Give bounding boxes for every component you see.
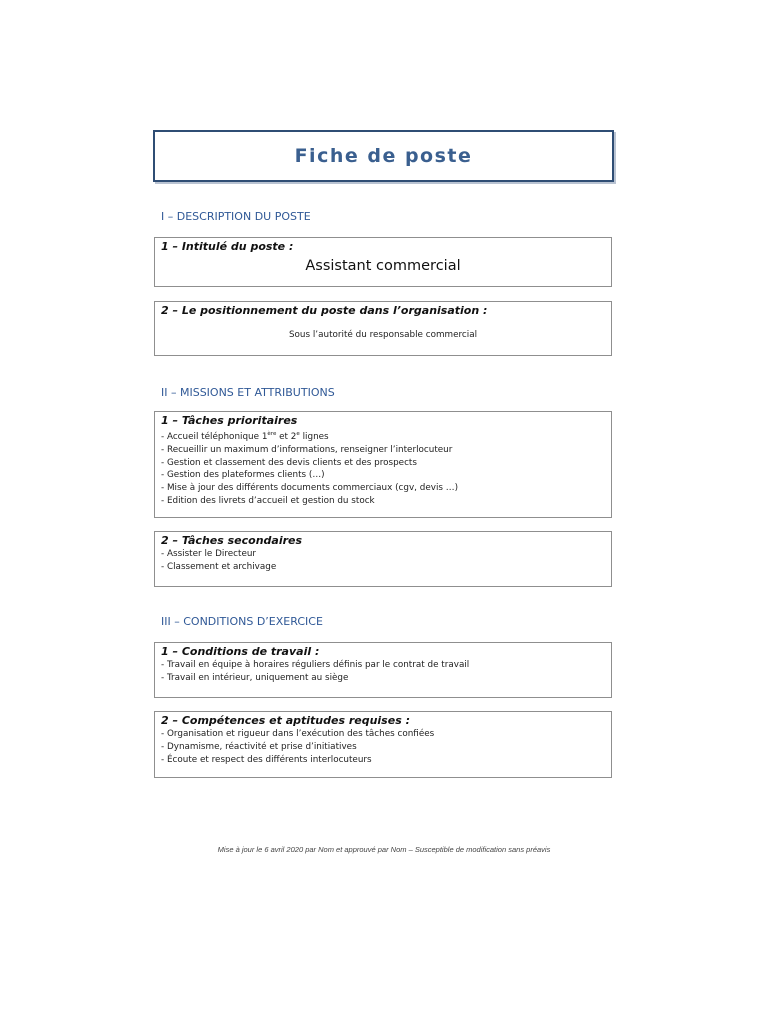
list-item: - Accueil téléphonique 1ère et 2e lignes bbox=[161, 431, 329, 442]
intitule-heading: 1 – Intitulé du poste : bbox=[161, 240, 294, 253]
list-item: - Écoute et respect des différents interlocuteurs bbox=[161, 754, 372, 765]
list-item: - Assister le Directeur bbox=[161, 549, 257, 559]
intitule-value: Assistant commercial bbox=[305, 258, 461, 274]
list-item: - Gestion et classement des devis clients et des prospects bbox=[161, 457, 417, 468]
list-item: - Travail en équipe à horaires réguliers définis par le contrat de travail bbox=[161, 660, 470, 670]
taches-prioritaires-heading: 1 – Tâches prioritaires bbox=[161, 414, 298, 427]
box-taches-secondaires bbox=[154, 531, 612, 587]
list-item: - Travail en intérieur, uniquement au siège bbox=[161, 672, 349, 683]
list-item: - Recueillir un maximum d’informations, renseigner l’interlocuteur bbox=[161, 444, 453, 455]
box-conditions-travail bbox=[154, 642, 612, 698]
positionnement-heading: 2 – Le positionnement du poste dans l’organisation : bbox=[161, 304, 488, 317]
taches-secondaires-heading: 2 – Tâches secondaires bbox=[161, 534, 303, 547]
document-title: Fiche de poste bbox=[294, 145, 473, 167]
box-competences bbox=[154, 711, 612, 778]
positionnement-value: Sous l’autorité du responsable commercial bbox=[288, 330, 478, 340]
box-positionnement bbox=[154, 301, 612, 356]
list-item: - Organisation et rigueur dans l’exécution des tâches confiées bbox=[161, 729, 435, 739]
footer-note: Mise à jour le 6 avril 2020 par Nom et approuvé par Nom – Susceptible de modification sans préavis bbox=[217, 845, 551, 854]
list-item: - Edition des livrets d’accueil et gestion du stock bbox=[161, 495, 375, 506]
list-item: - Dynamisme, réactivité et prise d’initiatives bbox=[161, 741, 357, 752]
box-taches-prioritaires bbox=[154, 411, 612, 518]
box-intitule bbox=[154, 237, 612, 287]
competences-heading: 2 – Compétences et aptitudes requises : bbox=[161, 714, 410, 727]
list-item: - Mise à jour des différents documents commerciaux (cgv, devis …) bbox=[161, 483, 459, 494]
document-title-box bbox=[153, 130, 614, 182]
section-heading-missions: II – MISSIONS ET ATTRIBUTIONS bbox=[161, 386, 335, 399]
section-heading-description: I – DESCRIPTION DU POSTE bbox=[161, 210, 311, 223]
section-heading-conditions: III – CONDITIONS D’EXERCICE bbox=[161, 615, 323, 628]
conditions-heading: 1 – Conditions de travail : bbox=[161, 645, 320, 658]
list-item: - Gestion des plateformes clients (…) bbox=[161, 470, 325, 481]
list-item: - Classement et archivage bbox=[161, 561, 277, 572]
